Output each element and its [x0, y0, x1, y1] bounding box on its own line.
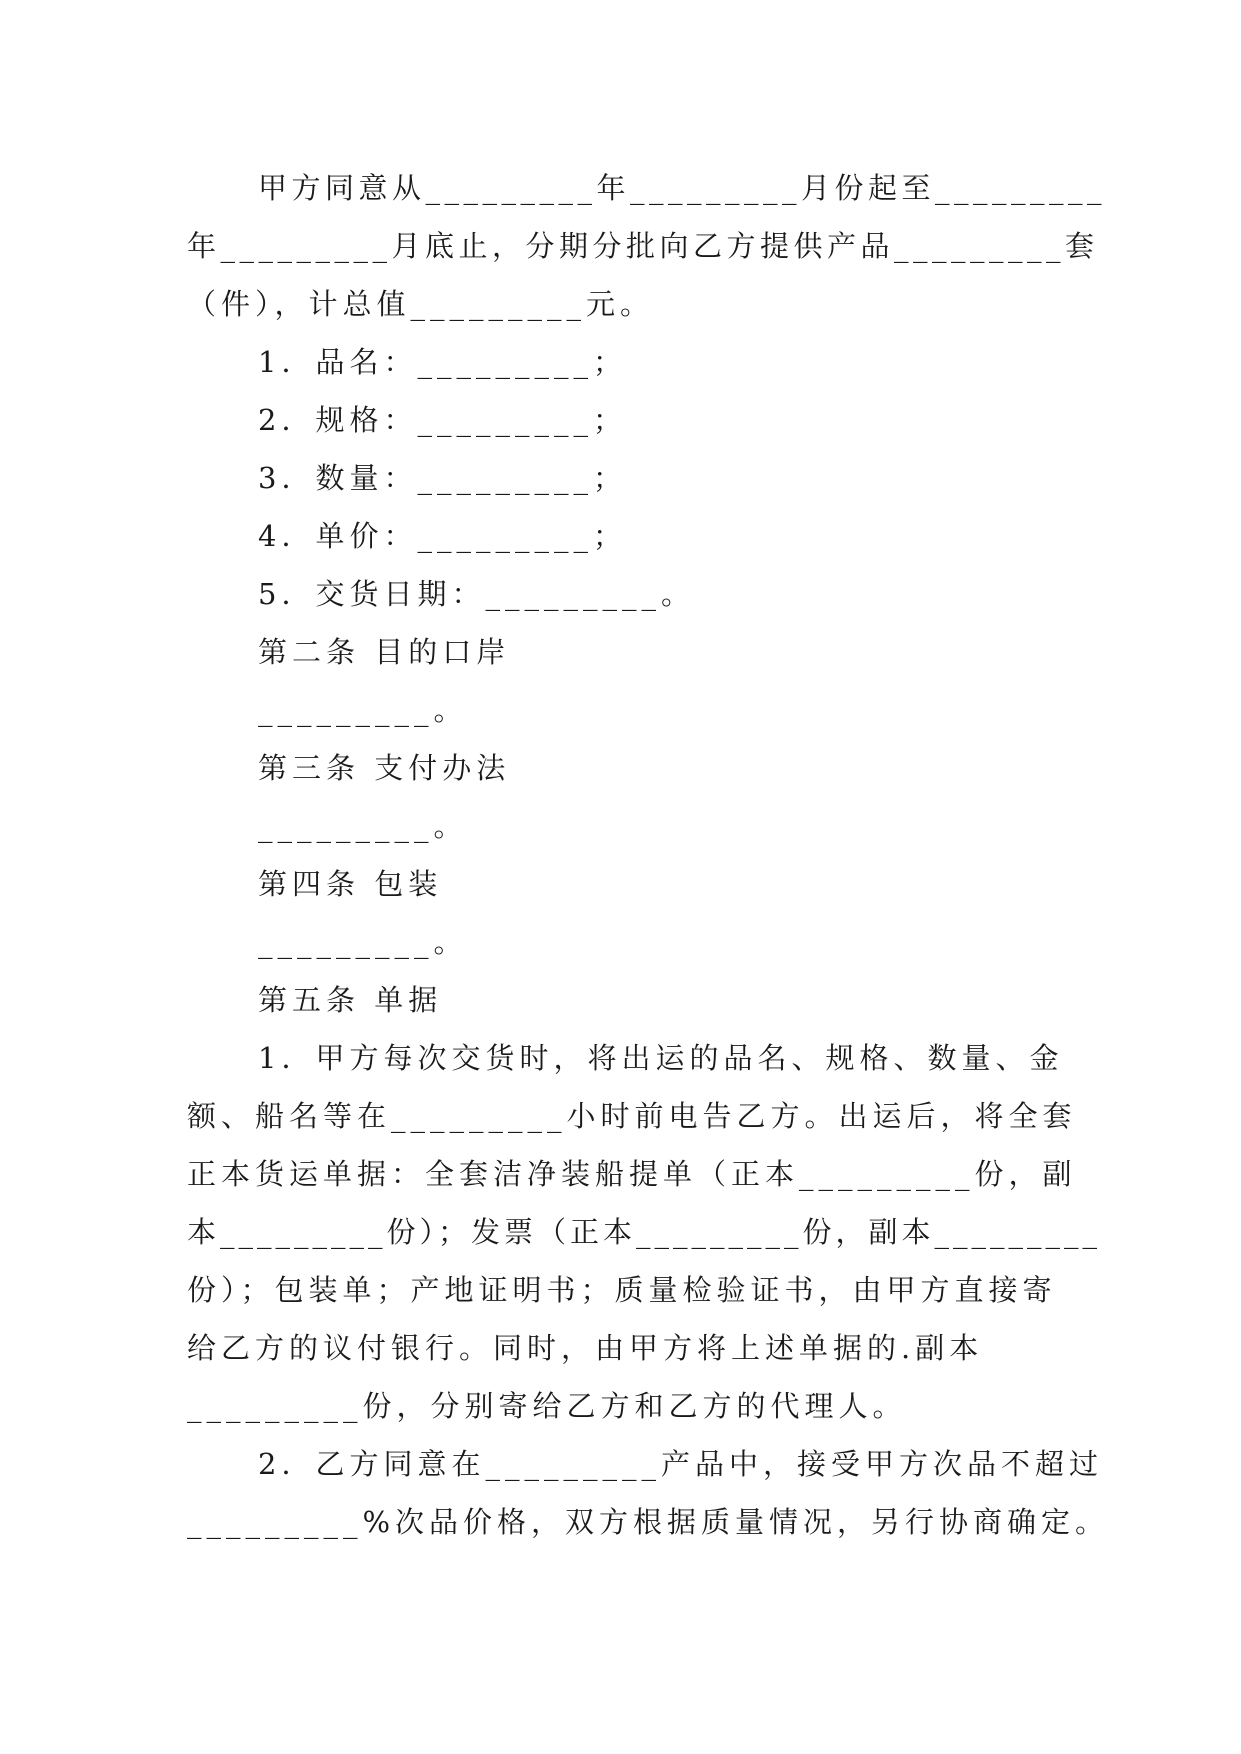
article-4-heading: 第四条 包装: [258, 867, 443, 901]
article-2-heading: 第二条 目的口岸: [258, 635, 511, 669]
article-5-clause-1-line-2: 额、船名等在_________小时前电告乙方。出运后，将全套: [187, 1099, 1077, 1133]
article-3-heading: 第三条 支付办法: [258, 751, 511, 785]
article-5-clause-1-line-1: 1．甲方每次交货时，将出运的品名、规格、数量、金: [258, 1041, 1064, 1075]
article-4-blank: _________。: [258, 925, 468, 959]
article-5-clause-2-line-1: 2．乙方同意在_________产品中，接受甲方次品不超过: [258, 1447, 1103, 1481]
article-5-heading: 第五条 单据: [258, 983, 443, 1017]
article-2-blank: _________。: [258, 693, 468, 727]
paragraph-supply-line-2: 年_________月底止，分期分批向乙方提供产品_________套: [187, 229, 1099, 263]
item-specification: 2．规格：_________；: [258, 403, 627, 437]
article-5-clause-1-line-3: 正本货运单据：全套洁净装船提单（正本_________份，副: [187, 1157, 1077, 1191]
article-5-clause-1-line-7: _________份，分别寄给乙方和乙方的代理人。: [187, 1389, 907, 1423]
item-unit-price: 4．单价：_________；: [258, 519, 627, 553]
article-5-clause-1-line-5: 份）；包装单；产地证明书；质量检验证书，由甲方直接寄: [187, 1273, 1057, 1307]
article-5-clause-1-line-6: 给乙方的议付银行。同时，由甲方将上述单据的.副本: [187, 1331, 984, 1365]
paragraph-supply-line-1: 甲方同意从_________年_________月份起至_________: [258, 171, 1107, 205]
article-5-clause-1-line-4: 本_________份）；发票（正本_________份，副本_________: [187, 1215, 1102, 1249]
item-delivery-date: 5．交货日期：_________。: [258, 577, 695, 611]
item-quantity: 3．数量：_________；: [258, 461, 627, 495]
item-product-name: 1．品名：_________；: [258, 345, 627, 379]
article-3-blank: _________。: [258, 809, 468, 843]
paragraph-supply-line-3: （件），计总值_________元。: [187, 287, 655, 321]
article-5-clause-2-line-2: _________%次品价格，双方根据质量情况，另行协商确定。: [187, 1505, 1110, 1539]
